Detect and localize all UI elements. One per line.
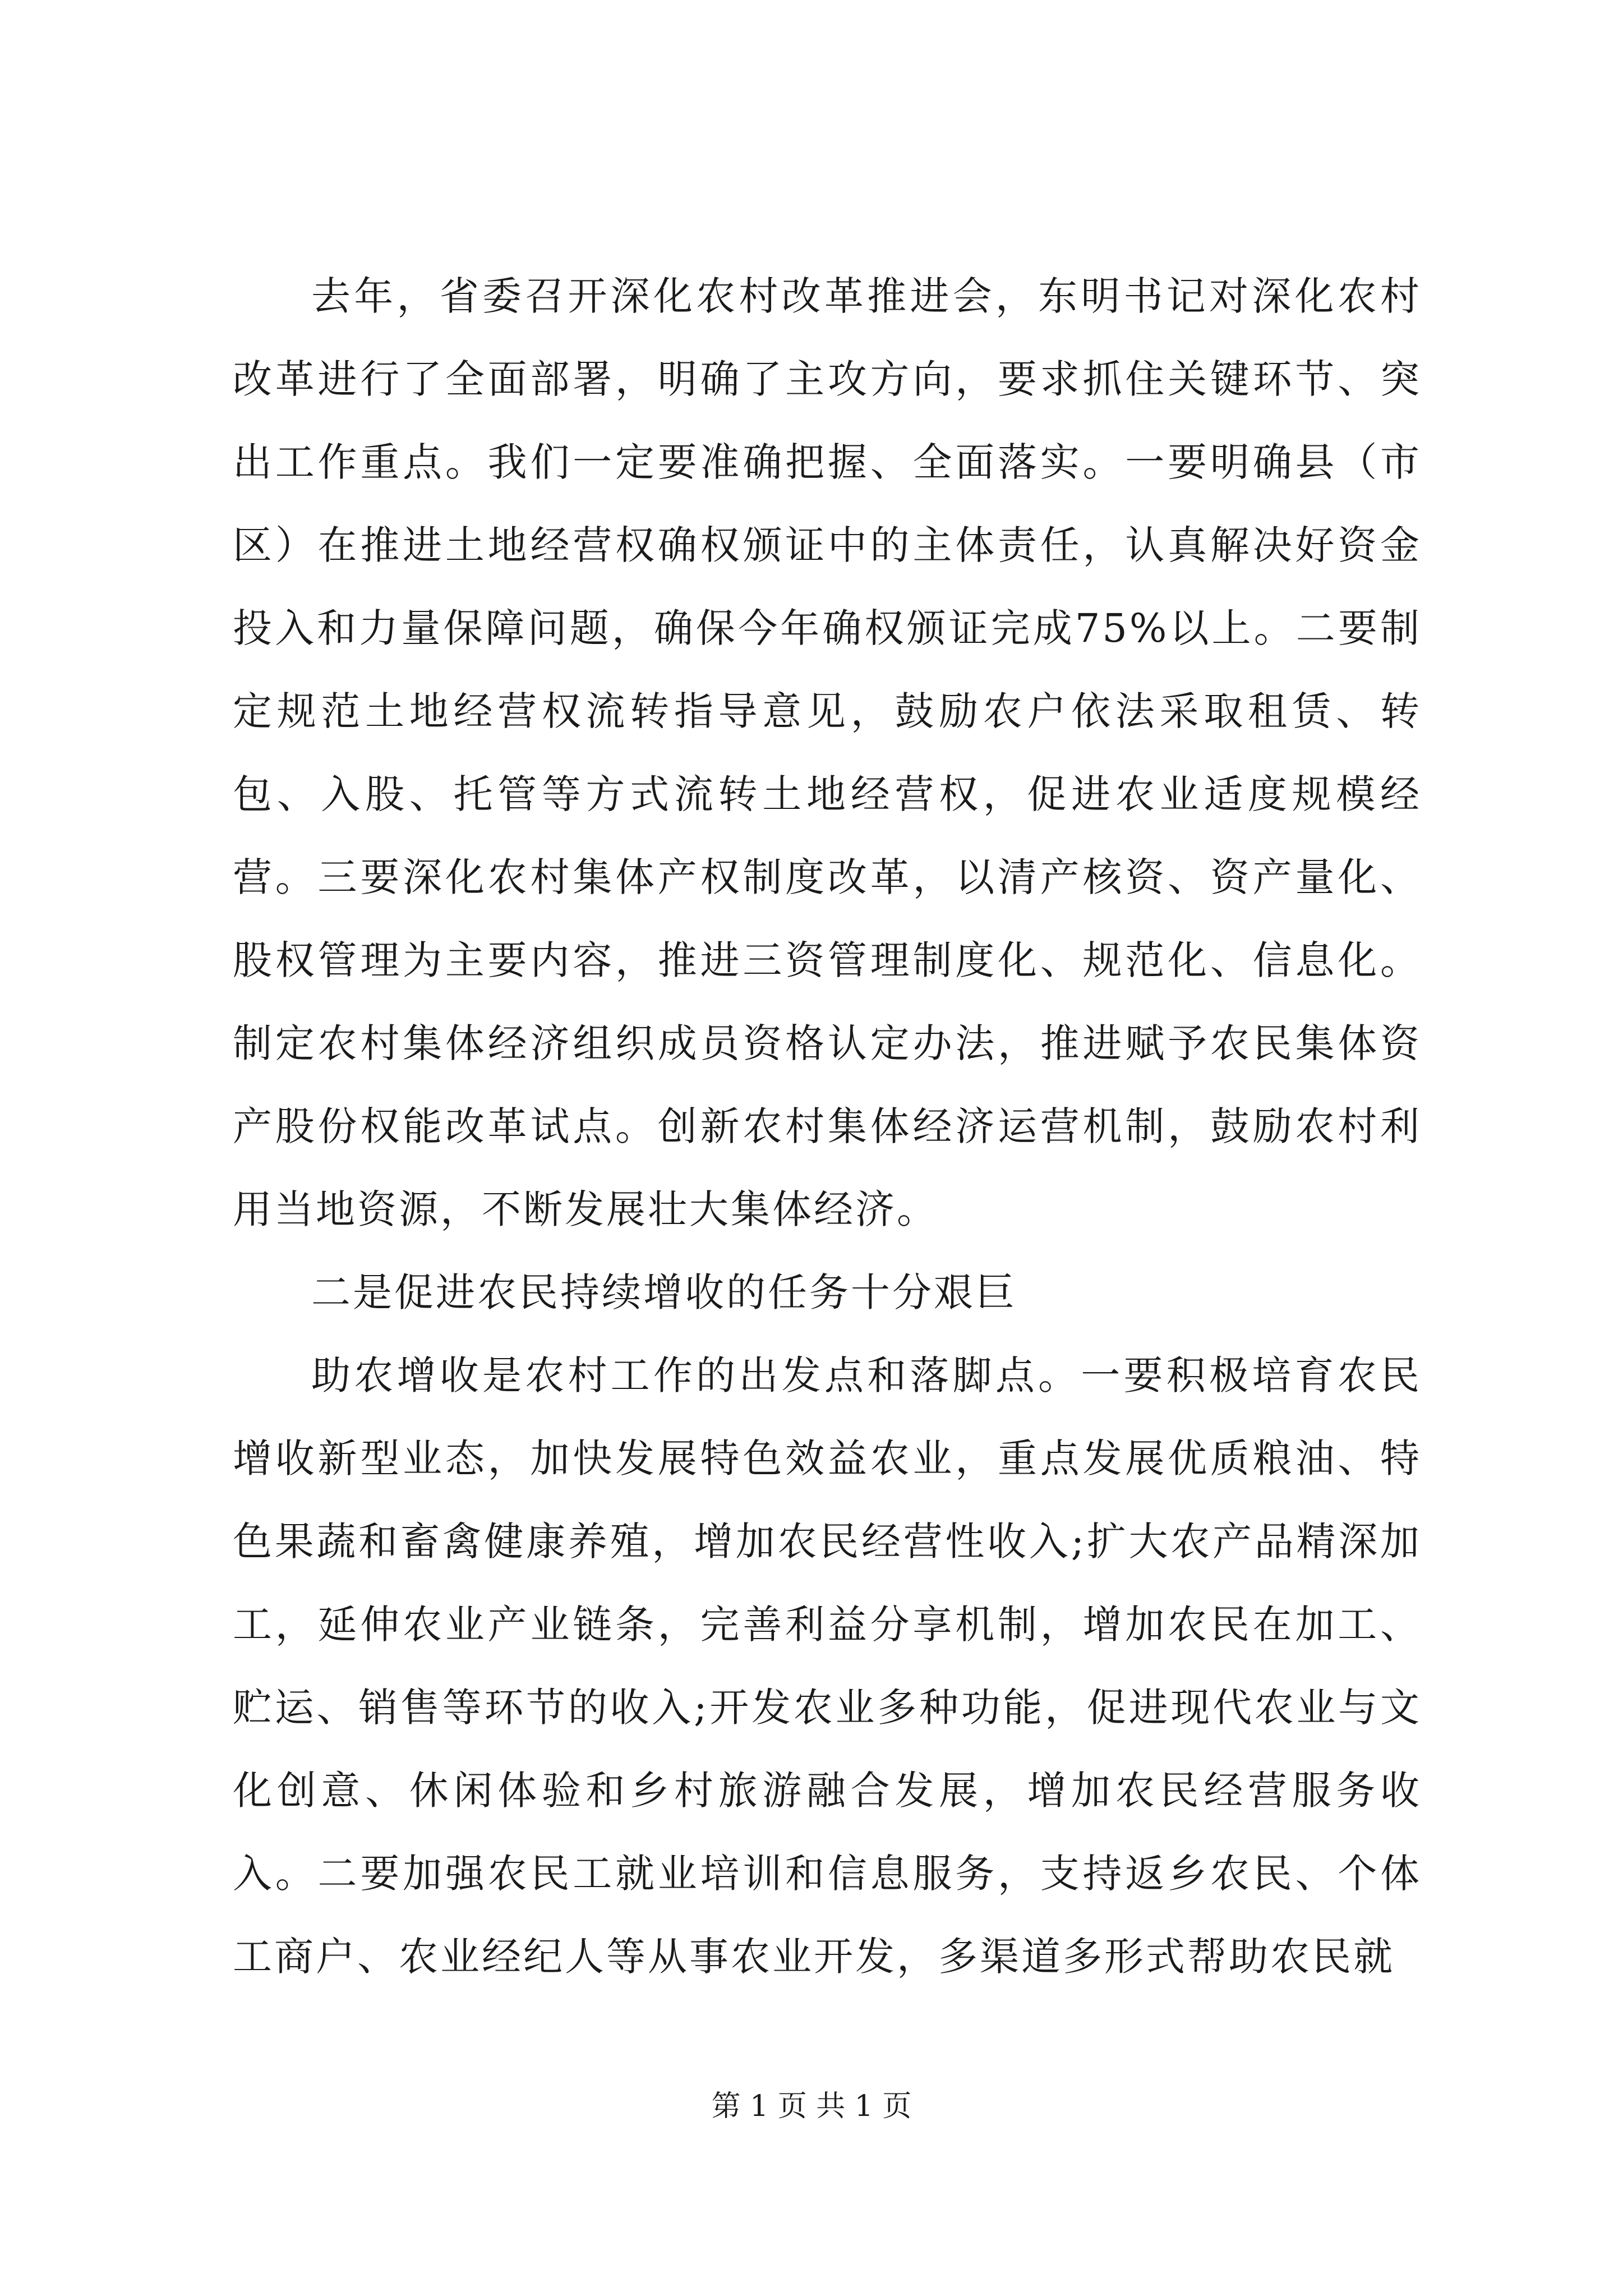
document-body xyxy=(233,255,1422,1998)
page-footer: 第 1 页 共 1 页 xyxy=(711,2090,912,2123)
paragraph-rural-reform: 去年，省委召开深化农村改革推进会，东明书记对深化农村改革进行了全面部署，明确了主攻方向，要求抓住关键环节、突出工作重点。我们一定要准确把握、全面落实。一要明确县（市区）在推进土地经营权确权颁证中的主体责任，认真解决好资金投入和力量保障问题，确保今年确权颁证完成75%以上。二要制定规范土地经营权流转指导意见，鼓励农户依法采取租赁、转包、入股、托管等方式流转土地经营权，促进农业适度规模经营。三要深化农村集体产权制度改革，以清产核资、资产量化、股权管理为主要内容，推进三资管理制度化、规范化、信息化。制定农村集体经济组织成员资格认定办法，推进赋予农民集体资产股份权能改革试点。创新农村集体经济运营机制，鼓励农村利用当地资源，不断发展壮大集体经济。 xyxy=(233,273,1422,1232)
paragraph-income-growth: 助农增收是农村工作的出发点和落脚点。一要积极培育农民增收新型业态，加快发展特色效益农业，重点发展优质粮油、特色果蔬和畜禽健康养殖，增加农民经营性收入;扩大农产品精深加工，延伸农业产业链条，完善利益分享机制，增加农民在加工、贮运、销售等环节的收入;开发农业多种功能，促进现代农业与文化创意、休闲体验和乡村旅游融合发展，增加农民经营服务收入。二要加强农民工就业培训和信息服务，支持返乡农民、个体工商户、农业经纪人等从事农业开发，多渠道多形式帮助农民就 xyxy=(233,1352,1422,1980)
section-heading-income: 二是促进农民持续增收的任务十分艰巨 xyxy=(311,1269,1017,1315)
